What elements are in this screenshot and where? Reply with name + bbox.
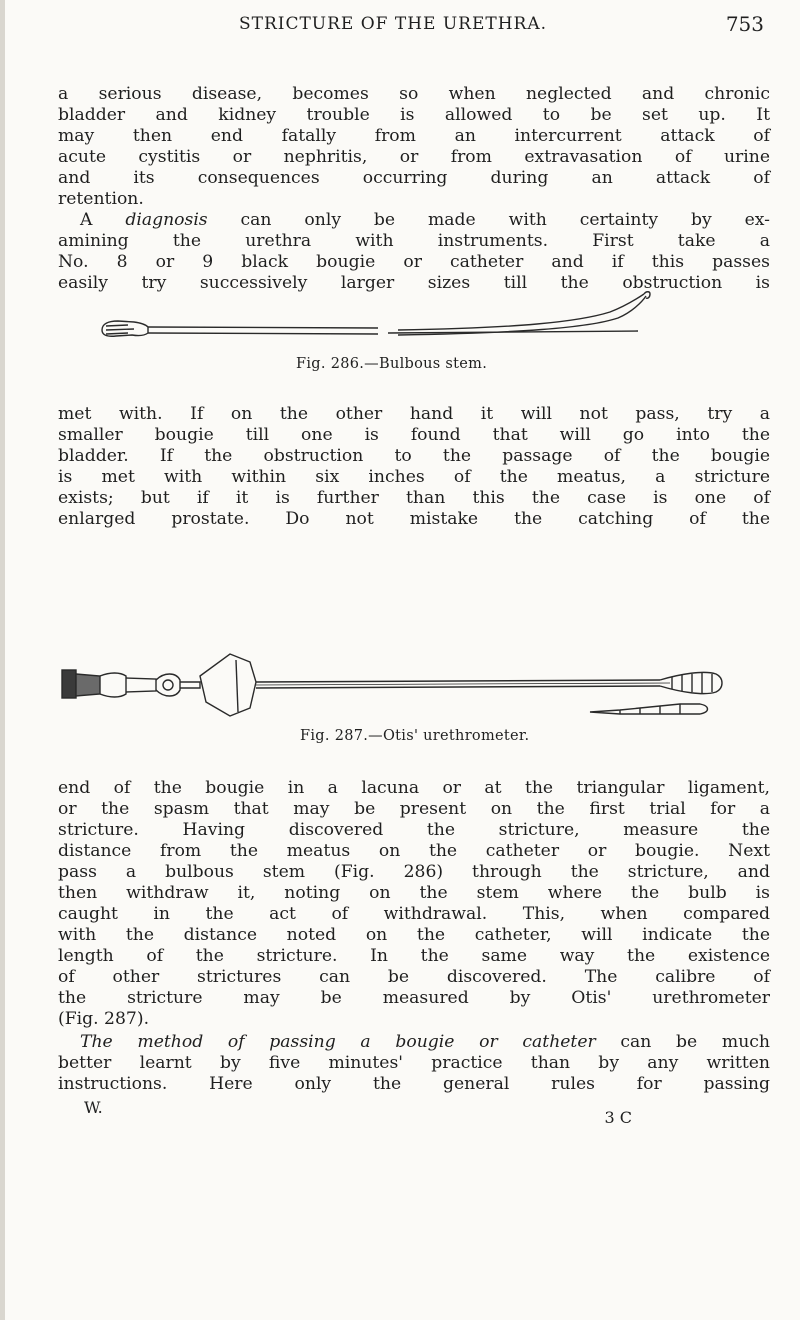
text-line: pass a bulbous stem (Fig. 286) through the stricture, and	[58, 862, 770, 882]
lead-text: A	[80, 210, 126, 230]
paragraph-3	[58, 404, 770, 530]
text-line: (Fig. 287).	[58, 1009, 150, 1029]
text-line: bladder and kidney trouble is allowed to be set up. It	[58, 105, 770, 125]
otis-urethrometer-illustration	[60, 646, 750, 718]
line-rest: can be much	[595, 1032, 770, 1052]
page-footer	[58, 1098, 770, 1138]
text-line: retention.	[58, 189, 144, 209]
text-line: or the spasm that may be present on the first trial for a	[58, 799, 770, 819]
text-line: a serious disease, becomes so when neglected and chronic	[58, 84, 770, 104]
text-line: then withdraw it, noting on the stem where the bulb is	[58, 883, 770, 903]
text-line: amining the urethra with instruments. First take a	[58, 231, 770, 251]
italic-term: The method of passing a bougie or catheter	[80, 1032, 596, 1052]
text-line: easily try successively larger sizes till the obstruction is	[58, 273, 770, 293]
running-head	[58, 10, 770, 40]
text-line: length of the stricture. In the same way the existence	[58, 946, 770, 966]
text-line: is met with within six inches of the meatus, a stricture	[58, 467, 770, 487]
text-line: with the distance noted on the catheter, will indicate the	[58, 925, 770, 945]
text-line: enlarged prostate. Do not mistake the catching of the	[58, 509, 770, 529]
text-line: exists; but if it is further than this the case is one of	[58, 488, 770, 508]
figure-286-caption: Fig. 286.—Bulbous stem.	[296, 356, 488, 372]
paragraph-2	[58, 210, 770, 294]
text-line: smaller bougie till one is found that will go into the	[58, 425, 770, 445]
text-line: the stricture may be measured by Otis' urethrometer	[58, 988, 770, 1008]
signature-mark-right: 3 C	[604, 1108, 632, 1127]
text-line: No. 8 or 9 black bougie or catheter and if this passes	[58, 252, 770, 272]
figure-287-caption: Fig. 287.—Otis' urethrometer.	[300, 728, 530, 744]
paragraph-1	[58, 84, 770, 210]
text-line: of other strictures can be discovered. The calibre of	[58, 967, 770, 987]
bulbous-stem-illustration	[98, 290, 658, 346]
text-line	[58, 210, 770, 231]
text-line: distance from the meatus on the catheter or bougie. Next	[58, 841, 770, 861]
italic-term: diagnosis	[125, 210, 208, 230]
text-line: stricture. Having discovered the stricture, measure the	[58, 820, 770, 840]
text-line: instructions. Here only the general rules for passing	[58, 1074, 770, 1094]
running-head-title: STRICTURE OF THE URETHRA.	[238, 14, 548, 34]
text-line: bladder. If the obstruction to the passage of the bougie	[58, 446, 770, 466]
page-binding-edge	[0, 0, 5, 1320]
text-line: and its consequences occurring during an attack of	[58, 168, 770, 188]
text-line: caught in the act of withdrawal. This, when compared	[58, 904, 770, 924]
text-line: better learnt by five minutes' practice than by any written	[58, 1053, 770, 1073]
paragraph-4	[58, 778, 770, 1030]
text-line: met with. If on the other hand it will not pass, try a	[58, 404, 770, 424]
line-rest: can only be made with certainty by ex-	[207, 210, 770, 230]
text-line	[58, 1032, 770, 1053]
text-line: acute cystitis or nephritis, or from extravasation of urine	[58, 147, 770, 167]
signature-mark-left: W.	[84, 1098, 103, 1117]
text-line: end of the bougie in a lacuna or at the triangular ligament,	[58, 778, 770, 798]
text-line: may then end fatally from an intercurrent attack of	[58, 126, 770, 146]
paragraph-5	[58, 1032, 770, 1095]
page-number: 753	[725, 12, 764, 36]
